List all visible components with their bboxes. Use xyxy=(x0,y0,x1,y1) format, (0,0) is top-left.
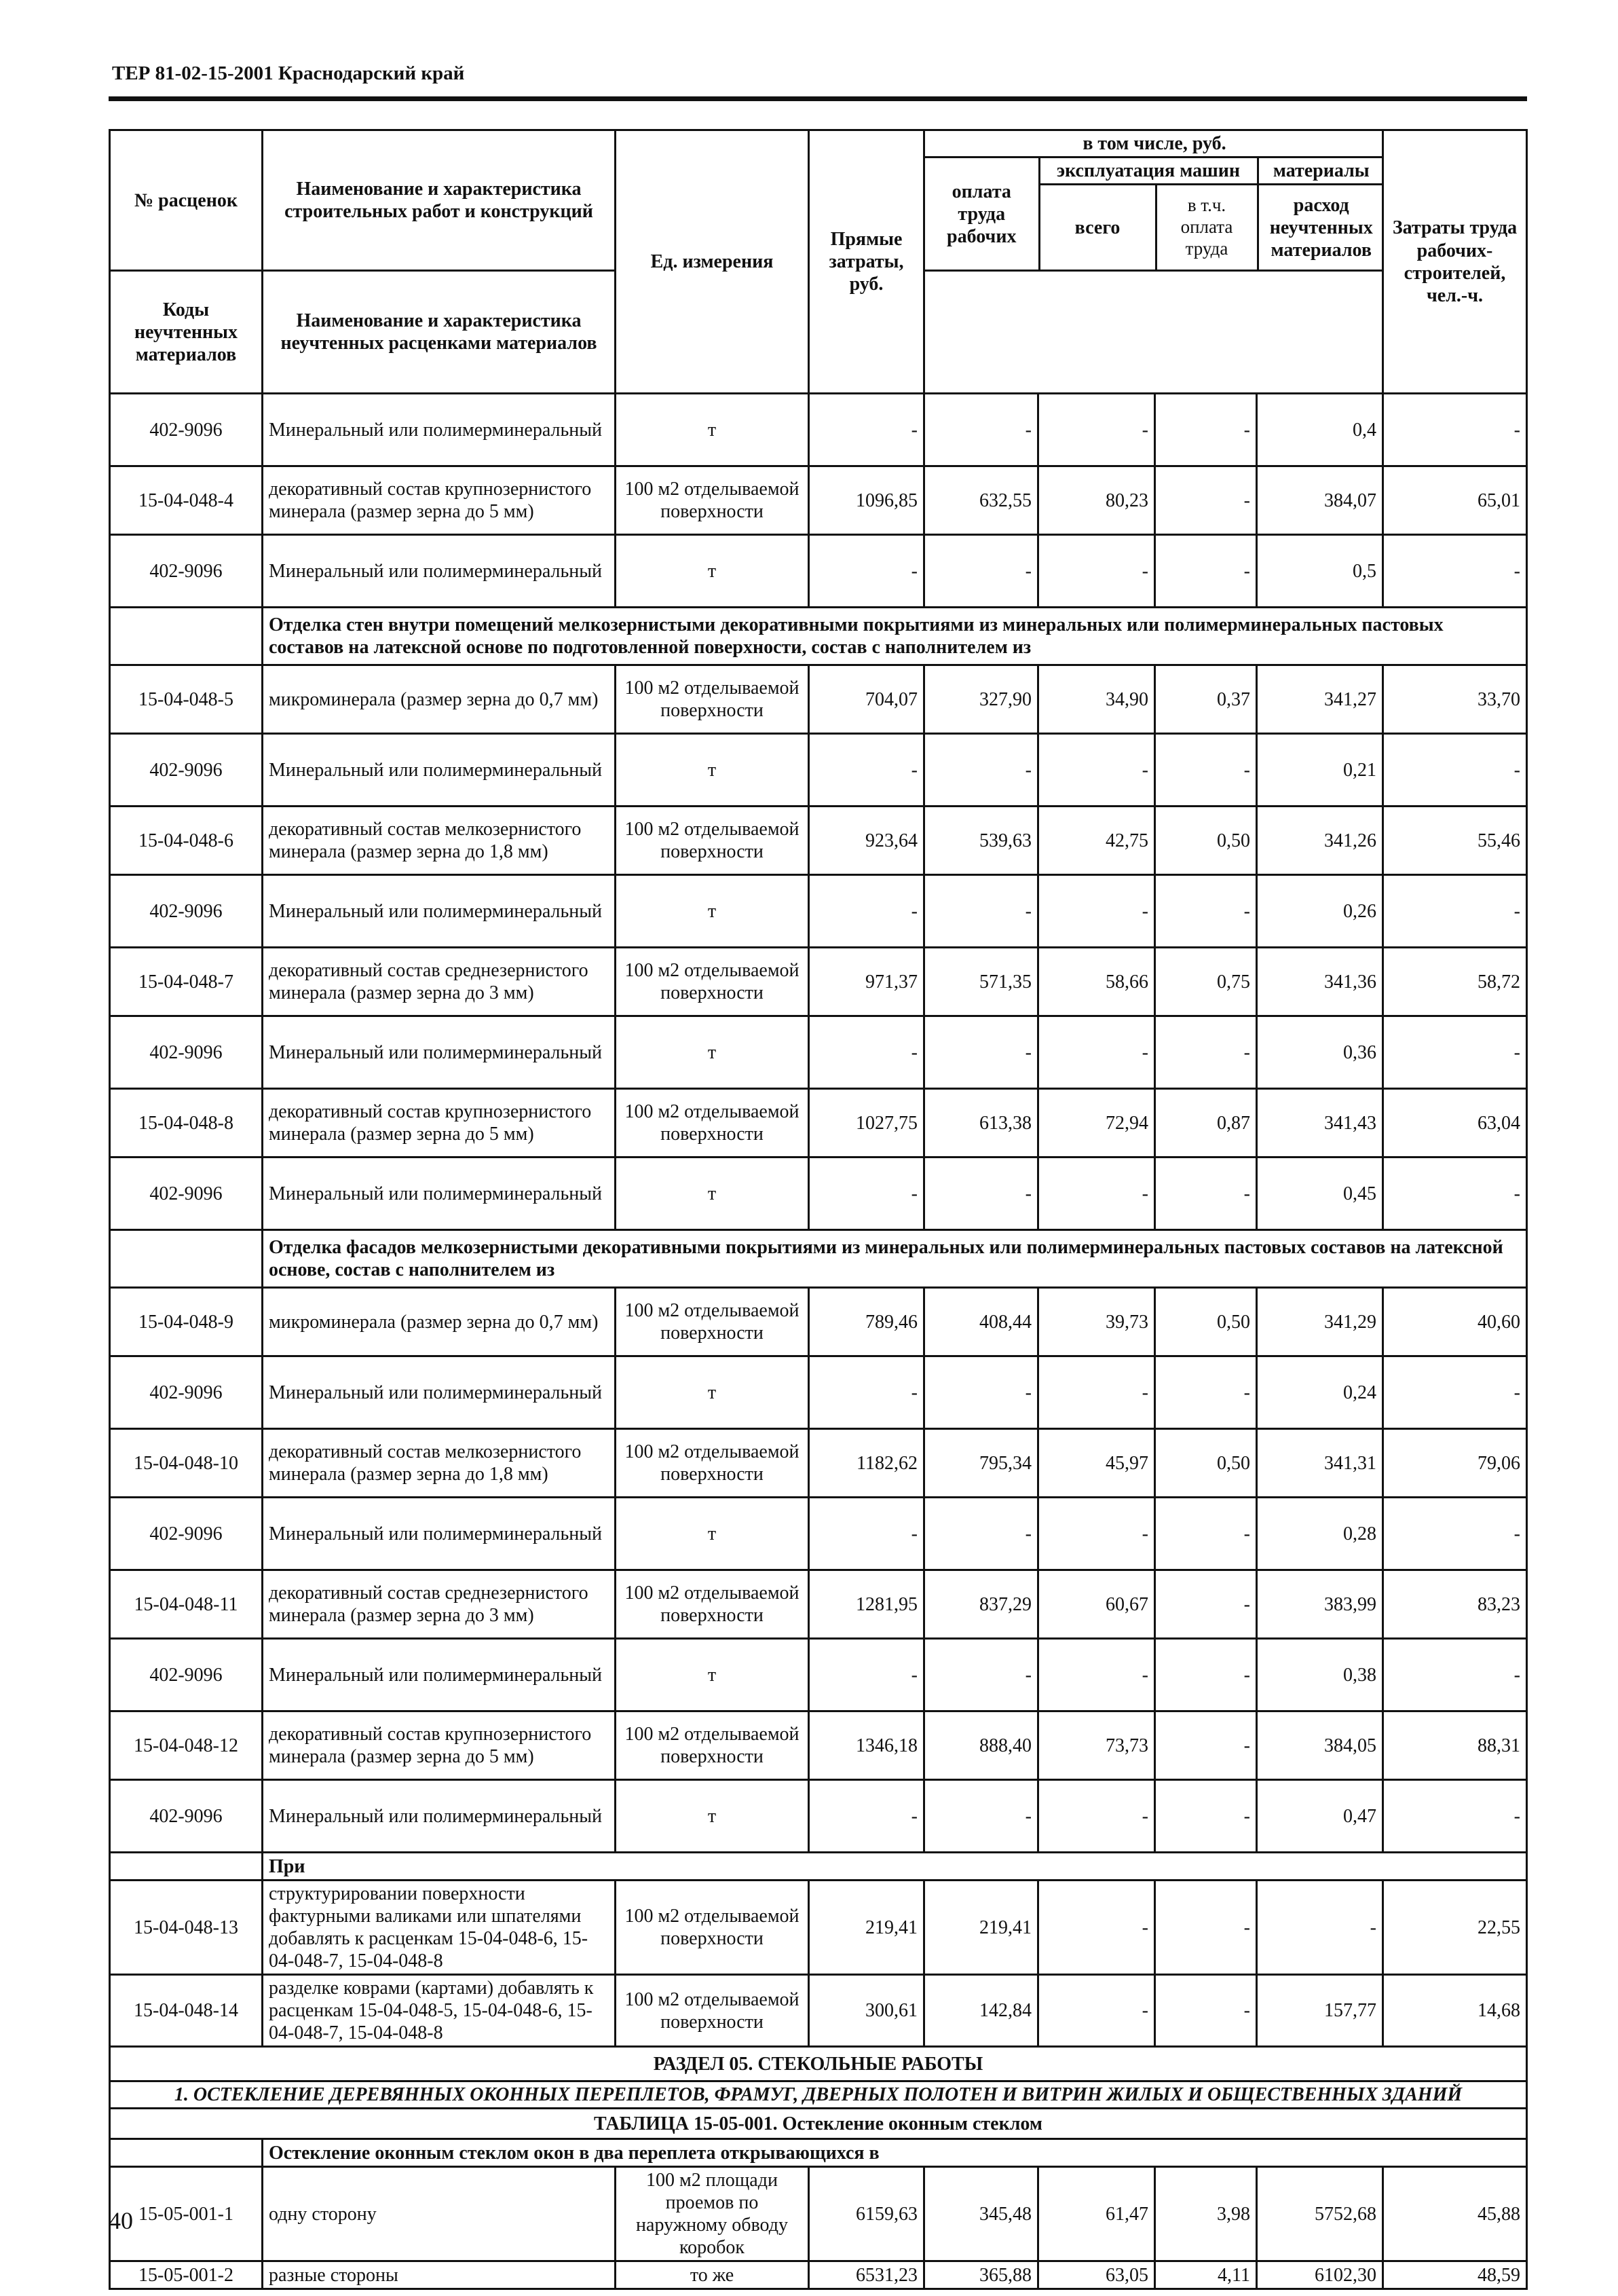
cell-rate-code: 402-9096 xyxy=(110,1639,263,1711)
cell-machine-wage-costs: - xyxy=(1155,1356,1257,1429)
cell-unit: то же xyxy=(616,2261,809,2289)
cell-machine-costs: - xyxy=(1038,1016,1155,1089)
cell-wage-costs: 365,88 xyxy=(924,2261,1038,2289)
cell-rate-code: 402-9096 xyxy=(110,394,263,466)
header-name-top: Наименование и характеристика строительных работ и конструкций xyxy=(263,130,616,271)
header-materials-top: материалы xyxy=(1258,158,1383,185)
cell-material-costs: 6102,30 xyxy=(1257,2261,1383,2289)
table-row xyxy=(110,875,1527,948)
subheading-row xyxy=(110,2139,1527,2167)
cell-labor-costs: 88,31 xyxy=(1383,1711,1527,1780)
cell-machine-wage-costs: - xyxy=(1155,1711,1257,1780)
cell-labor-costs: 40,60 xyxy=(1383,1288,1527,1356)
cell-wage-costs: 327,90 xyxy=(924,665,1038,734)
cell-work-name: Минеральный или полимерминеральный xyxy=(263,535,616,608)
cell-direct-costs: 1027,75 xyxy=(809,1089,924,1158)
cell-labor-costs: 33,70 xyxy=(1383,665,1527,734)
cell-machine-wage-costs: - xyxy=(1155,466,1257,535)
cell-rate-code: 402-9096 xyxy=(110,1356,263,1429)
cell-wage-costs: - xyxy=(924,1639,1038,1711)
cell-rate-code: 15-04-048-6 xyxy=(110,807,263,875)
subheading-row xyxy=(110,1853,1527,1881)
table-row xyxy=(110,535,1527,608)
cell-unit: т xyxy=(616,875,809,948)
cell-direct-costs: - xyxy=(809,1016,924,1089)
cell-material-costs: 384,07 xyxy=(1257,466,1383,535)
cell-material-costs: 0,26 xyxy=(1257,875,1383,948)
cell-unit: 100 м2 отделываемой поверхности xyxy=(616,1711,809,1780)
section-title: РАЗДЕЛ 05. СТЕКОЛЬНЫЕ РАБОТЫ xyxy=(110,2047,1527,2081)
cell-rate-code: 402-9096 xyxy=(110,1158,263,1230)
cell-direct-costs: 1281,95 xyxy=(809,1570,924,1639)
cell-wage-costs: - xyxy=(924,535,1038,608)
cell-rate-code: 15-04-048-11 xyxy=(110,1570,263,1639)
cell-machine-costs: - xyxy=(1038,1780,1155,1853)
cell-machine-wage-costs: 3,98 xyxy=(1155,2167,1257,2261)
header-wage: оплата труда рабочих xyxy=(925,158,1039,270)
cell-unit: 100 м2 отделываемой поверхности xyxy=(616,1288,809,1356)
table-row xyxy=(110,1016,1527,1089)
table-row xyxy=(110,1881,1527,1975)
cell-unit: т xyxy=(616,1639,809,1711)
cell-machine-wage-costs: - xyxy=(1155,535,1257,608)
cell-material-costs: 0,36 xyxy=(1257,1016,1383,1089)
cell-machine-wage-costs: - xyxy=(1155,1975,1257,2047)
document-header: ТЕР 81-02-15-2001 Краснодарский край xyxy=(112,62,465,84)
header-machines-wage: в т.ч. оплата труда xyxy=(1156,185,1258,270)
cell-wage-costs: - xyxy=(924,1016,1038,1089)
cell-labor-costs: 14,68 xyxy=(1383,1975,1527,2047)
cell-work-name: разные стороны xyxy=(263,2261,616,2289)
cell-work-name: декоративный состав мелкозернистого минерала (размер зерна до 1,8 мм) xyxy=(263,807,616,875)
cell-material-costs: 341,26 xyxy=(1257,807,1383,875)
table-body xyxy=(110,394,1527,2289)
cell-rate-code: 15-04-048-5 xyxy=(110,665,263,734)
header-materials-bottom: расход неучтенных материалов xyxy=(1269,194,1373,261)
cell-direct-costs: 219,41 xyxy=(809,1881,924,1975)
cell-work-name: декоративный состав среднезернистого минерала (размер зерна до 3 мм) xyxy=(263,948,616,1016)
cell-direct-costs: - xyxy=(809,875,924,948)
cell-wage-costs: - xyxy=(924,1498,1038,1570)
header-including-label: в том числе, руб. xyxy=(925,131,1383,158)
subheading-text: При xyxy=(263,1853,1527,1881)
cell-labor-costs: - xyxy=(1383,734,1527,807)
cell-material-costs: 383,99 xyxy=(1257,1570,1383,1639)
cell-material-costs: 341,27 xyxy=(1257,665,1383,734)
table-header xyxy=(110,130,1527,394)
table-row xyxy=(110,1288,1527,1356)
cell-rate-code: 15-04-048-4 xyxy=(110,466,263,535)
cell-machine-wage-costs: 0,50 xyxy=(1155,807,1257,875)
cell-machine-wage-costs: - xyxy=(1155,1016,1257,1089)
cell-material-costs: 341,29 xyxy=(1257,1288,1383,1356)
cell-material-costs: 0,5 xyxy=(1257,535,1383,608)
cell-wage-costs: 795,34 xyxy=(924,1429,1038,1498)
cell-direct-costs: 1096,85 xyxy=(809,466,924,535)
cell-wage-costs: 408,44 xyxy=(924,1288,1038,1356)
cell-rate-code: 15-05-001-2 xyxy=(110,2261,263,2289)
cell-machine-wage-costs: - xyxy=(1155,394,1257,466)
cell-labor-costs: - xyxy=(1383,1780,1527,1853)
cell-labor-costs: - xyxy=(1383,1356,1527,1429)
cell-material-costs: 341,36 xyxy=(1257,948,1383,1016)
cell-wage-costs: 142,84 xyxy=(924,1975,1038,2047)
cell-machine-wage-costs: 0,50 xyxy=(1155,1429,1257,1498)
header-rule xyxy=(109,96,1527,101)
cell-labor-costs: - xyxy=(1383,1498,1527,1570)
cell-wage-costs: 632,55 xyxy=(924,466,1038,535)
cell-direct-costs: - xyxy=(809,734,924,807)
cell-direct-costs: 1346,18 xyxy=(809,1711,924,1780)
cell-work-name: Минеральный или полимерминеральный xyxy=(263,1780,616,1853)
table-row xyxy=(110,1158,1527,1230)
cell-material-costs: 341,43 xyxy=(1257,1089,1383,1158)
cell-unit: 100 м2 отделываемой поверхности xyxy=(616,1570,809,1639)
cell-work-name: Минеральный или полимерминеральный xyxy=(263,734,616,807)
cell-material-costs: 5752,68 xyxy=(1257,2167,1383,2261)
cell-work-name: Минеральный или полимерминеральный xyxy=(263,1016,616,1089)
header-machines-total: всего xyxy=(1039,185,1156,270)
subheading-row xyxy=(110,608,1527,665)
cell-material-costs: 384,05 xyxy=(1257,1711,1383,1780)
cell-machine-costs: - xyxy=(1038,1639,1155,1711)
table-row xyxy=(110,807,1527,875)
cell-wage-costs: - xyxy=(924,1780,1038,1853)
cell-material-costs: 157,77 xyxy=(1257,1975,1383,2047)
cell-unit: т xyxy=(616,394,809,466)
cell-material-costs: 0,38 xyxy=(1257,1639,1383,1711)
cell-labor-costs: 55,46 xyxy=(1383,807,1527,875)
cell-material-costs: 0,21 xyxy=(1257,734,1383,807)
cell-rate-code: 15-04-048-12 xyxy=(110,1711,263,1780)
cell-work-name: декоративный состав крупнозернистого минерала (размер зерна до 5 мм) xyxy=(263,1089,616,1158)
header-including xyxy=(924,130,1383,271)
cell-machine-wage-costs: 4,11 xyxy=(1155,2261,1257,2289)
cell-work-name: микроминерала (размер зерна до 0,7 мм) xyxy=(263,665,616,734)
cell-rate-code: 15-04-048-14 xyxy=(110,1975,263,2047)
cell-work-name: декоративный состав мелкозернистого минерала (размер зерна до 1,8 мм) xyxy=(263,1429,616,1498)
cell-machine-wage-costs: - xyxy=(1155,1881,1257,1975)
cell-unit: 100 м2 отделываемой поверхности xyxy=(616,1975,809,2047)
cell-work-name: Минеральный или полимерминеральный xyxy=(263,1158,616,1230)
table-row xyxy=(110,1570,1527,1639)
cell-unit: т xyxy=(616,1016,809,1089)
cell-wage-costs: 613,38 xyxy=(924,1089,1038,1158)
cell-direct-costs: 971,37 xyxy=(809,948,924,1016)
cell-material-costs: 0,4 xyxy=(1257,394,1383,466)
table-row xyxy=(110,1429,1527,1498)
cell-wage-costs: - xyxy=(924,1158,1038,1230)
cell-machine-wage-costs: - xyxy=(1155,1780,1257,1853)
cell-work-name: структурировании поверхности фактурными валиками или шпателями добавлять к расценкам 15-04-048-6, 15-04-048-7, 15-04-048-8 xyxy=(263,1881,616,1975)
cell-machine-wage-costs: 0,87 xyxy=(1155,1089,1257,1158)
cell-labor-costs: 63,04 xyxy=(1383,1089,1527,1158)
cell-unit: 100 м2 отделываемой поверхности xyxy=(616,1429,809,1498)
cell-machine-costs: 42,75 xyxy=(1038,807,1155,875)
cell-direct-costs: - xyxy=(809,1158,924,1230)
cell-rate-code: 402-9096 xyxy=(110,875,263,948)
cell-labor-costs: 45,88 xyxy=(1383,2167,1527,2261)
cell-labor-costs: 83,23 xyxy=(1383,1570,1527,1639)
cell-unit: т xyxy=(616,734,809,807)
cell-unit: 100 м2 площади проемов по наружному обводу коробок xyxy=(616,2167,809,2261)
cell-machine-wage-costs: - xyxy=(1155,1158,1257,1230)
cell-unit: 100 м2 отделываемой поверхности xyxy=(616,1089,809,1158)
cell-direct-costs: - xyxy=(809,1780,924,1853)
cell-machine-costs: 63,05 xyxy=(1038,2261,1155,2289)
cell-machine-wage-costs: 0,75 xyxy=(1155,948,1257,1016)
header-name-bottom: Наименование и характеристика неучтенных расценками материалов xyxy=(263,271,616,394)
header-direct-costs: Прямые затраты, руб. xyxy=(809,130,924,394)
empty-cell xyxy=(110,608,263,665)
table-row xyxy=(110,2167,1527,2261)
cell-machine-wage-costs: - xyxy=(1155,875,1257,948)
subheading-text: Остекление оконным стеклом окон в два переплета открывающихся в xyxy=(263,2139,1527,2167)
table-row xyxy=(110,1780,1527,1853)
header-including-grid xyxy=(925,131,1383,270)
cell-wage-costs: 539,63 xyxy=(924,807,1038,875)
cell-work-name: декоративный состав крупнозернистого минерала (размер зерна до 5 мм) xyxy=(263,466,616,535)
cell-unit: 100 м2 отделываемой поверхности xyxy=(616,1881,809,1975)
cell-machine-wage-costs: - xyxy=(1155,1570,1257,1639)
cell-labor-costs: - xyxy=(1383,1016,1527,1089)
cell-labor-costs: - xyxy=(1383,875,1527,948)
cell-unit: 100 м2 отделываемой поверхности xyxy=(616,665,809,734)
cell-unit: т xyxy=(616,1158,809,1230)
cell-rate-code: 15-04-048-9 xyxy=(110,1288,263,1356)
cell-rate-code: 402-9096 xyxy=(110,1016,263,1089)
cell-machine-wage-costs: - xyxy=(1155,734,1257,807)
cell-labor-costs: - xyxy=(1383,1639,1527,1711)
cell-machine-costs: - xyxy=(1038,1498,1155,1570)
cell-material-costs: 0,24 xyxy=(1257,1356,1383,1429)
cell-rate-code: 15-05-001-1 xyxy=(110,2167,263,2261)
cell-wage-costs: 837,29 xyxy=(924,1570,1038,1639)
cell-work-name: одну сторону xyxy=(263,2167,616,2261)
cell-wage-costs: - xyxy=(924,1356,1038,1429)
subsection-title-row xyxy=(110,2081,1527,2109)
table-row xyxy=(110,1975,1527,2047)
cell-labor-costs: 22,55 xyxy=(1383,1881,1527,1975)
cell-wage-costs: - xyxy=(924,394,1038,466)
cell-machine-costs: - xyxy=(1038,1975,1155,2047)
cell-machine-costs: - xyxy=(1038,1356,1155,1429)
cell-unit: т xyxy=(616,1356,809,1429)
cell-work-name: Минеральный или полимерминеральный xyxy=(263,1639,616,1711)
cell-wage-costs: - xyxy=(924,734,1038,807)
table-row xyxy=(110,1356,1527,1429)
table-title: ТАБЛИЦА 15-05-001. Остекление оконным стеклом xyxy=(110,2109,1527,2139)
cell-material-costs: - xyxy=(1257,1881,1383,1975)
cell-wage-costs: 219,41 xyxy=(924,1881,1038,1975)
cell-direct-costs: - xyxy=(809,394,924,466)
cell-rate-code: 402-9096 xyxy=(110,1780,263,1853)
table-row xyxy=(110,1498,1527,1570)
cell-work-name: декоративный состав среднезернистого минерала (размер зерна до 3 мм) xyxy=(263,1570,616,1639)
cell-machine-costs: 58,66 xyxy=(1038,948,1155,1016)
cell-wage-costs: - xyxy=(924,875,1038,948)
cell-machine-costs: 72,94 xyxy=(1038,1089,1155,1158)
cell-machine-costs: - xyxy=(1038,875,1155,948)
cell-labor-costs: - xyxy=(1383,1158,1527,1230)
cell-machine-costs: - xyxy=(1038,1881,1155,1975)
cell-labor-costs: 65,01 xyxy=(1383,466,1527,535)
table-row xyxy=(110,1639,1527,1711)
cell-work-name: Минеральный или полимерминеральный xyxy=(263,394,616,466)
table-row xyxy=(110,394,1527,466)
table-row xyxy=(110,665,1527,734)
cell-work-name: разделке коврами (картами) добавлять к расценкам 15-04-048-5, 15-04-048-6, 15-04-048-7, 15-04-048-8 xyxy=(263,1975,616,2047)
table-row xyxy=(110,734,1527,807)
cell-material-costs: 0,28 xyxy=(1257,1498,1383,1570)
empty-cell xyxy=(110,2139,263,2167)
header-machines: эксплуатация машин xyxy=(1039,158,1258,185)
subheading-text: Отделка фасадов мелкозернистыми декоративными покрытиями из минеральных или полимерминеральных пастовых составов на латексной основе, состав с наполнителем из xyxy=(263,1230,1527,1288)
cell-machine-wage-costs: - xyxy=(1155,1639,1257,1711)
cell-machine-wage-costs: - xyxy=(1155,1498,1257,1570)
cell-machine-costs: 45,97 xyxy=(1038,1429,1155,1498)
table-row xyxy=(110,466,1527,535)
subsection-title: 1. ОСТЕКЛЕНИЕ ДЕРЕВЯННЫХ ОКОННЫХ ПЕРЕПЛЕТОВ, ФРАМУГ, ДВЕРНЫХ ПОЛОТЕН И ВИТРИН ЖИЛЫХ И ОБЩЕСТВЕННЫХ ЗДАНИЙ xyxy=(110,2081,1527,2109)
header-labor: Затраты труда рабочих-строителей, чел.-ч. xyxy=(1383,130,1527,394)
cell-machine-costs: 73,73 xyxy=(1038,1711,1155,1780)
cell-direct-costs: 789,46 xyxy=(809,1288,924,1356)
cell-direct-costs: 704,07 xyxy=(809,665,924,734)
cell-machine-costs: 61,47 xyxy=(1038,2167,1155,2261)
cell-unit: т xyxy=(616,1780,809,1853)
section-title-row xyxy=(110,2047,1527,2081)
cell-wage-costs: 571,35 xyxy=(924,948,1038,1016)
cell-labor-costs: - xyxy=(1383,535,1527,608)
cell-material-costs: 341,31 xyxy=(1257,1429,1383,1498)
cell-rate-code: 15-04-048-7 xyxy=(110,948,263,1016)
cell-unit: 100 м2 отделываемой поверхности xyxy=(616,466,809,535)
rates-table xyxy=(109,129,1528,2290)
header-unit: Ед. измерения xyxy=(616,130,809,394)
cell-work-name: декоративный состав крупнозернистого минерала (размер зерна до 5 мм) xyxy=(263,1711,616,1780)
cell-machine-costs: 80,23 xyxy=(1038,466,1155,535)
cell-rate-code: 402-9096 xyxy=(110,535,263,608)
cell-wage-costs: 888,40 xyxy=(924,1711,1038,1780)
cell-machine-costs: - xyxy=(1038,734,1155,807)
cell-unit: т xyxy=(616,1498,809,1570)
cell-rate-code: 15-04-048-8 xyxy=(110,1089,263,1158)
cell-rate-code: 15-04-048-10 xyxy=(110,1429,263,1498)
empty-cell xyxy=(110,1853,263,1881)
cell-labor-costs: - xyxy=(1383,394,1527,466)
cell-work-name: микроминерала (размер зерна до 0,7 мм) xyxy=(263,1288,616,1356)
table-row xyxy=(110,2261,1527,2289)
cell-unit: 100 м2 отделываемой поверхности xyxy=(616,948,809,1016)
cell-machine-costs: - xyxy=(1038,394,1155,466)
cell-unit: т xyxy=(616,535,809,608)
page-number: 40 xyxy=(109,2207,133,2234)
header-code-top: № расценок xyxy=(110,130,263,271)
cell-work-name: Минеральный или полимерминеральный xyxy=(263,1498,616,1570)
cell-material-costs: 0,47 xyxy=(1257,1780,1383,1853)
cell-unit: 100 м2 отделываемой поверхности xyxy=(616,807,809,875)
cell-direct-costs: 300,61 xyxy=(809,1975,924,2047)
header-code-bottom: Коды неучтенных материалов xyxy=(110,271,263,394)
cell-machine-costs: 60,67 xyxy=(1038,1570,1155,1639)
cell-direct-costs: 923,64 xyxy=(809,807,924,875)
cell-rate-code: 15-04-048-13 xyxy=(110,1881,263,1975)
cell-direct-costs: 1182,62 xyxy=(809,1429,924,1498)
cell-machine-wage-costs: 0,37 xyxy=(1155,665,1257,734)
cell-machine-costs: 34,90 xyxy=(1038,665,1155,734)
subheading-row xyxy=(110,1230,1527,1288)
table-row xyxy=(110,1711,1527,1780)
cell-material-costs: 0,45 xyxy=(1257,1158,1383,1230)
empty-cell xyxy=(110,1230,263,1288)
subheading-text: Отделка стен внутри помещений мелкозернистыми декоративными покрытиями из минеральных или полимерминеральных пастовых составов на латексной основе по подготовленной поверхности, состав с наполнителем из xyxy=(263,608,1527,665)
table-row xyxy=(110,1089,1527,1158)
table-row xyxy=(110,948,1527,1016)
table-title-row xyxy=(110,2109,1527,2139)
cell-direct-costs: - xyxy=(809,535,924,608)
cell-machine-costs: - xyxy=(1038,535,1155,608)
cell-rate-code: 402-9096 xyxy=(110,734,263,807)
cell-direct-costs: - xyxy=(809,1639,924,1711)
cell-direct-costs: - xyxy=(809,1356,924,1429)
cell-labor-costs: 79,06 xyxy=(1383,1429,1527,1498)
cell-machine-wage-costs: 0,50 xyxy=(1155,1288,1257,1356)
cell-machine-costs: 39,73 xyxy=(1038,1288,1155,1356)
cell-wage-costs: 345,48 xyxy=(924,2167,1038,2261)
cell-labor-costs: 58,72 xyxy=(1383,948,1527,1016)
cell-work-name: Минеральный или полимерминеральный xyxy=(263,1356,616,1429)
cell-direct-costs: - xyxy=(809,1498,924,1570)
cell-direct-costs: 6159,63 xyxy=(809,2167,924,2261)
cell-direct-costs: 6531,23 xyxy=(809,2261,924,2289)
cell-rate-code: 402-9096 xyxy=(110,1498,263,1570)
cell-labor-costs: 48,59 xyxy=(1383,2261,1527,2289)
cell-work-name: Минеральный или полимерминеральный xyxy=(263,875,616,948)
cell-machine-costs: - xyxy=(1038,1158,1155,1230)
